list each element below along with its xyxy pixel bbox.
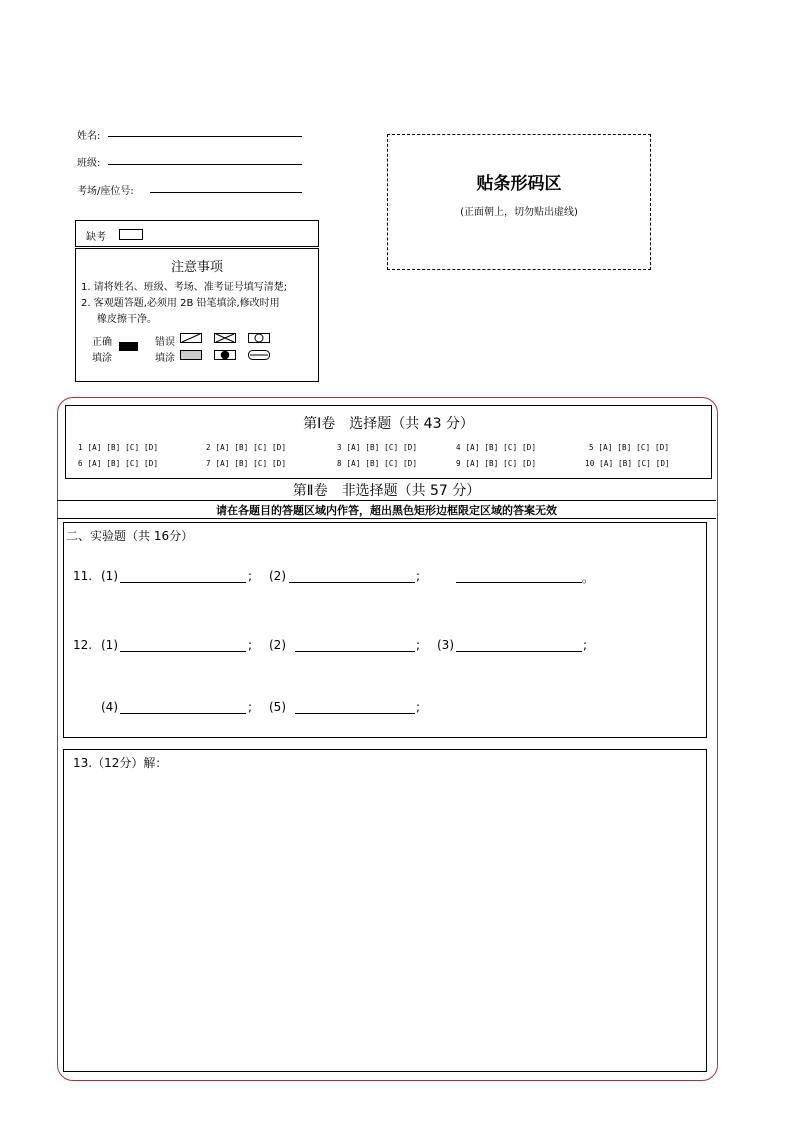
wrong-light-fill-mark [180, 350, 202, 360]
q11-part3-blank[interactable] [456, 582, 582, 583]
experiment-heading: 二、实验题（共 16分） [66, 529, 194, 543]
barcode-area [387, 134, 651, 270]
section1-title: 第Ⅰ卷 选择题（共 43 分） [303, 416, 474, 432]
q11-part1-label: (1) [101, 569, 118, 583]
q11-semicolon-1: ; [248, 569, 253, 583]
correct-fill-mark [119, 342, 138, 351]
q12-semicolon-1: ; [248, 638, 253, 652]
absent-checkbox[interactable] [119, 229, 143, 240]
q11-part2-label: (2) [269, 569, 286, 583]
q12-part4-blank[interactable] [120, 713, 246, 714]
barcode-title: 贴条形码区 [476, 174, 562, 194]
correct-label: 正确 [92, 337, 112, 348]
q12-part1-blank[interactable] [120, 651, 246, 652]
choice-q5[interactable]: 5 [A] [B] [C] [D] [589, 443, 670, 452]
calculation-section[interactable] [63, 749, 707, 1072]
choice-q6[interactable]: 6 [A] [B] [C] [D] [78, 459, 159, 468]
choice-q9[interactable]: 9 [A] [B] [C] [D] [456, 459, 537, 468]
q11-semicolon-2: ; [416, 569, 421, 583]
wrong-dot-mark [214, 350, 236, 360]
wrong-label: 错误 [155, 337, 175, 348]
q11-period: 。 [582, 571, 595, 585]
name-label: 姓名: [77, 131, 101, 142]
section2-bottom-rule [57, 518, 716, 519]
notes-item-2: 2. 客观题答题,必须用 2B 铅笔填涂,修改时用 [81, 298, 280, 309]
class-field[interactable] [108, 164, 302, 165]
wrong-circle-mark [248, 333, 270, 343]
choice-q10[interactable]: 10 [A] [B] [C] [D] [585, 459, 670, 468]
class-label: 班级: [77, 158, 101, 169]
wrong-lines-mark [248, 350, 270, 360]
q12-part5-label: (5) [269, 700, 286, 714]
choice-q7[interactable]: 7 [A] [B] [C] [D] [206, 459, 287, 468]
notes-title: 注意事项 [170, 260, 223, 275]
absent-section [75, 220, 319, 247]
q11-part2-blank[interactable] [289, 582, 415, 583]
choice-q8[interactable]: 8 [A] [B] [C] [D] [337, 459, 418, 468]
q12-part2-blank[interactable] [295, 651, 415, 652]
barcode-subtitle: (正面朝上，切勿贴出虚线) [460, 207, 578, 218]
wrong-slash-mark [180, 333, 202, 343]
q12-semicolon-4: ; [248, 700, 253, 714]
choice-q4[interactable]: 4 [A] [B] [C] [D] [456, 443, 537, 452]
room-seat-field[interactable] [150, 192, 302, 193]
section2-warning: 请在各题目的答题区域内作答，超出黑色矩形边框限定区域的答案无效 [216, 504, 557, 517]
choice-q3[interactable]: 3 [A] [B] [C] [D] [337, 443, 418, 452]
q12-part5-blank[interactable] [295, 713, 415, 714]
section2-title: 第Ⅱ卷 非选择题（共 57 分） [292, 483, 481, 499]
notes-section [75, 248, 319, 382]
correct-label-2: 填涂 [92, 353, 112, 364]
q12-semicolon-2: ; [416, 638, 421, 652]
q12-part3-label: (3) [437, 638, 454, 652]
room-seat-label: 考场/座位号: [77, 186, 134, 197]
q12-number: 12. [73, 638, 93, 652]
name-field[interactable] [108, 136, 302, 137]
section2-divider [57, 500, 716, 501]
notes-item-2-cont: 橡皮擦干净。 [97, 314, 157, 325]
choice-q2[interactable]: 2 [A] [B] [C] [D] [206, 443, 287, 452]
q12-part2-label: (2) [269, 638, 286, 652]
absent-label: 缺考 [86, 232, 106, 243]
q11-number: 11. [73, 569, 93, 583]
choice-q1[interactable]: 1 [A] [B] [C] [D] [78, 443, 159, 452]
choice-section [65, 405, 712, 479]
wrong-cross-mark [214, 333, 236, 343]
q12-part3-blank[interactable] [456, 651, 582, 652]
q12-semicolon-3: ; [583, 638, 588, 652]
notes-item-1: 1. 请将姓名、班级、考场、准考证号填写清楚; [81, 282, 288, 293]
section2-header [57, 477, 716, 519]
q12-part1-label: (1) [101, 638, 118, 652]
q11-part1-blank[interactable] [120, 582, 246, 583]
q12-part4-label: (4) [101, 700, 118, 714]
experiment-section [63, 522, 707, 738]
wrong-label-2: 填涂 [155, 353, 175, 364]
q13-heading: 13.（12分）解： [73, 756, 168, 770]
q12-semicolon-5: ; [416, 700, 421, 714]
